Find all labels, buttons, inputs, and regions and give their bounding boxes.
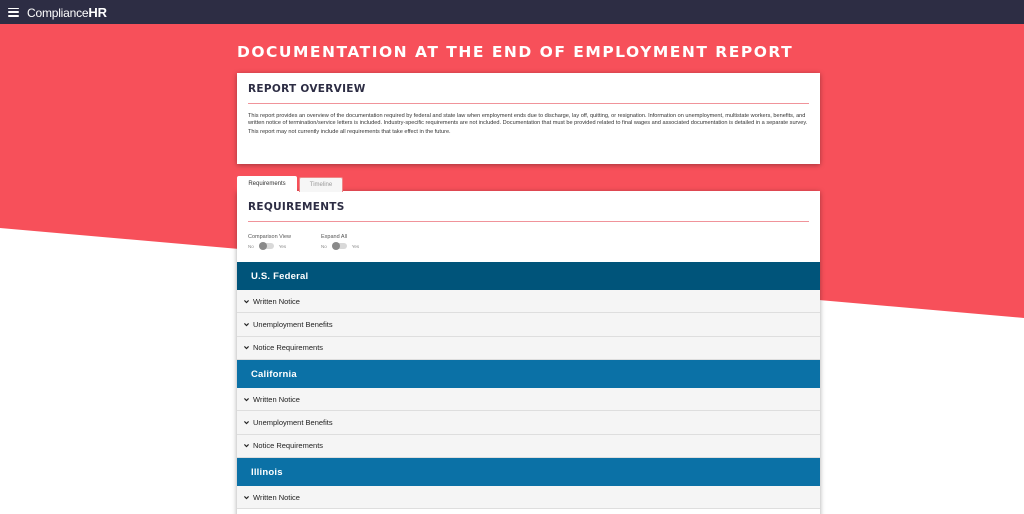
chevron-down-icon: [243, 396, 250, 403]
comparison-view-label: Comparison View: [248, 234, 292, 240]
section-california: [237, 360, 820, 458]
requirements-heading: REQUIREMENTS: [248, 201, 345, 213]
chevron-down-icon: [243, 442, 250, 449]
chevron-down-icon: [243, 298, 250, 305]
expand-all-label: Expand All: [321, 234, 348, 240]
switch-knob: [259, 242, 267, 250]
accordion-item-label: Written Notice: [253, 492, 300, 502]
accordion-item-label: Written Notice: [253, 296, 300, 306]
accordion-item-unemployment-benefits[interactable]: [237, 411, 820, 434]
accordion-item-notice-requirements[interactable]: [237, 337, 820, 360]
section-header[interactable]: U.S. Federal: [237, 262, 820, 290]
report-overview-card: [237, 73, 820, 164]
expand-all-switch[interactable]: [332, 243, 347, 249]
accordion-item-written-notice[interactable]: [237, 388, 820, 411]
accordion-item-written-notice[interactable]: [237, 290, 820, 313]
overview-heading: REPORT OVERVIEW: [248, 83, 366, 95]
section-header[interactable]: Illinois: [237, 458, 820, 486]
toggle-on-label: Yes: [278, 243, 287, 249]
accordion-item-label: Notice Requirements: [253, 441, 324, 451]
chevron-down-icon: [243, 321, 250, 328]
overview-paragraph: This report provides an overview of the documentation required by federal and state law when employment ends due to discharge, lay off, quitting, or resignation. Information on unemployment, multistate workers, benefits, and written notice of termination/service letters is included. Industry-specific requirements are not included. Documentation that must be provided related to final wages and associated documentation is detailed in a separate survey.: [248, 113, 808, 127]
switch-knob: [332, 242, 340, 250]
accordion-item-label: Unemployment Benefits: [253, 319, 333, 329]
chevron-down-icon: [243, 419, 250, 426]
report-tabs: [237, 176, 343, 192]
app-logo[interactable]: [27, 5, 107, 20]
section-header[interactable]: California: [237, 360, 820, 388]
requirements-card: [237, 191, 820, 514]
toggle-on-label: Yes: [351, 243, 360, 249]
brand-light-text: Compliance: [27, 5, 89, 20]
overview-divider: [248, 103, 809, 104]
section-illinois: [237, 458, 820, 509]
accordion-item-written-notice[interactable]: [237, 486, 820, 509]
chevron-down-icon: [243, 344, 250, 351]
expand-all-toggle-group: [321, 234, 359, 249]
accordion-item-label: Notice Requirements: [253, 343, 324, 353]
accordion-item-label: Unemployment Benefits: [253, 417, 333, 427]
section-us-federal: [237, 262, 820, 360]
hamburger-menu-icon[interactable]: [8, 8, 19, 17]
top-navigation-bar: [0, 0, 1024, 24]
tab-timeline[interactable]: Timeline: [299, 177, 343, 192]
comparison-view-switch[interactable]: [259, 243, 274, 249]
accordion-item-notice-requirements[interactable]: [237, 435, 820, 458]
page-title: DOCUMENTATION AT THE END OF EMPLOYMENT REPORT: [237, 43, 794, 61]
comparison-view-toggle-group: [248, 234, 291, 249]
accordion-item-unemployment-benefits[interactable]: [237, 313, 820, 336]
accordion-item-label: Written Notice: [253, 394, 300, 404]
overview-future-note: This report may not currently include all requirements that take effect in the future.: [248, 129, 451, 136]
chevron-down-icon: [243, 494, 250, 501]
tab-requirements[interactable]: Requirements: [237, 176, 297, 191]
requirements-divider: [248, 221, 809, 222]
toggle-off-label: No: [248, 243, 254, 249]
brand-bold-text: HR: [88, 4, 107, 20]
toggle-off-label: No: [321, 243, 327, 249]
